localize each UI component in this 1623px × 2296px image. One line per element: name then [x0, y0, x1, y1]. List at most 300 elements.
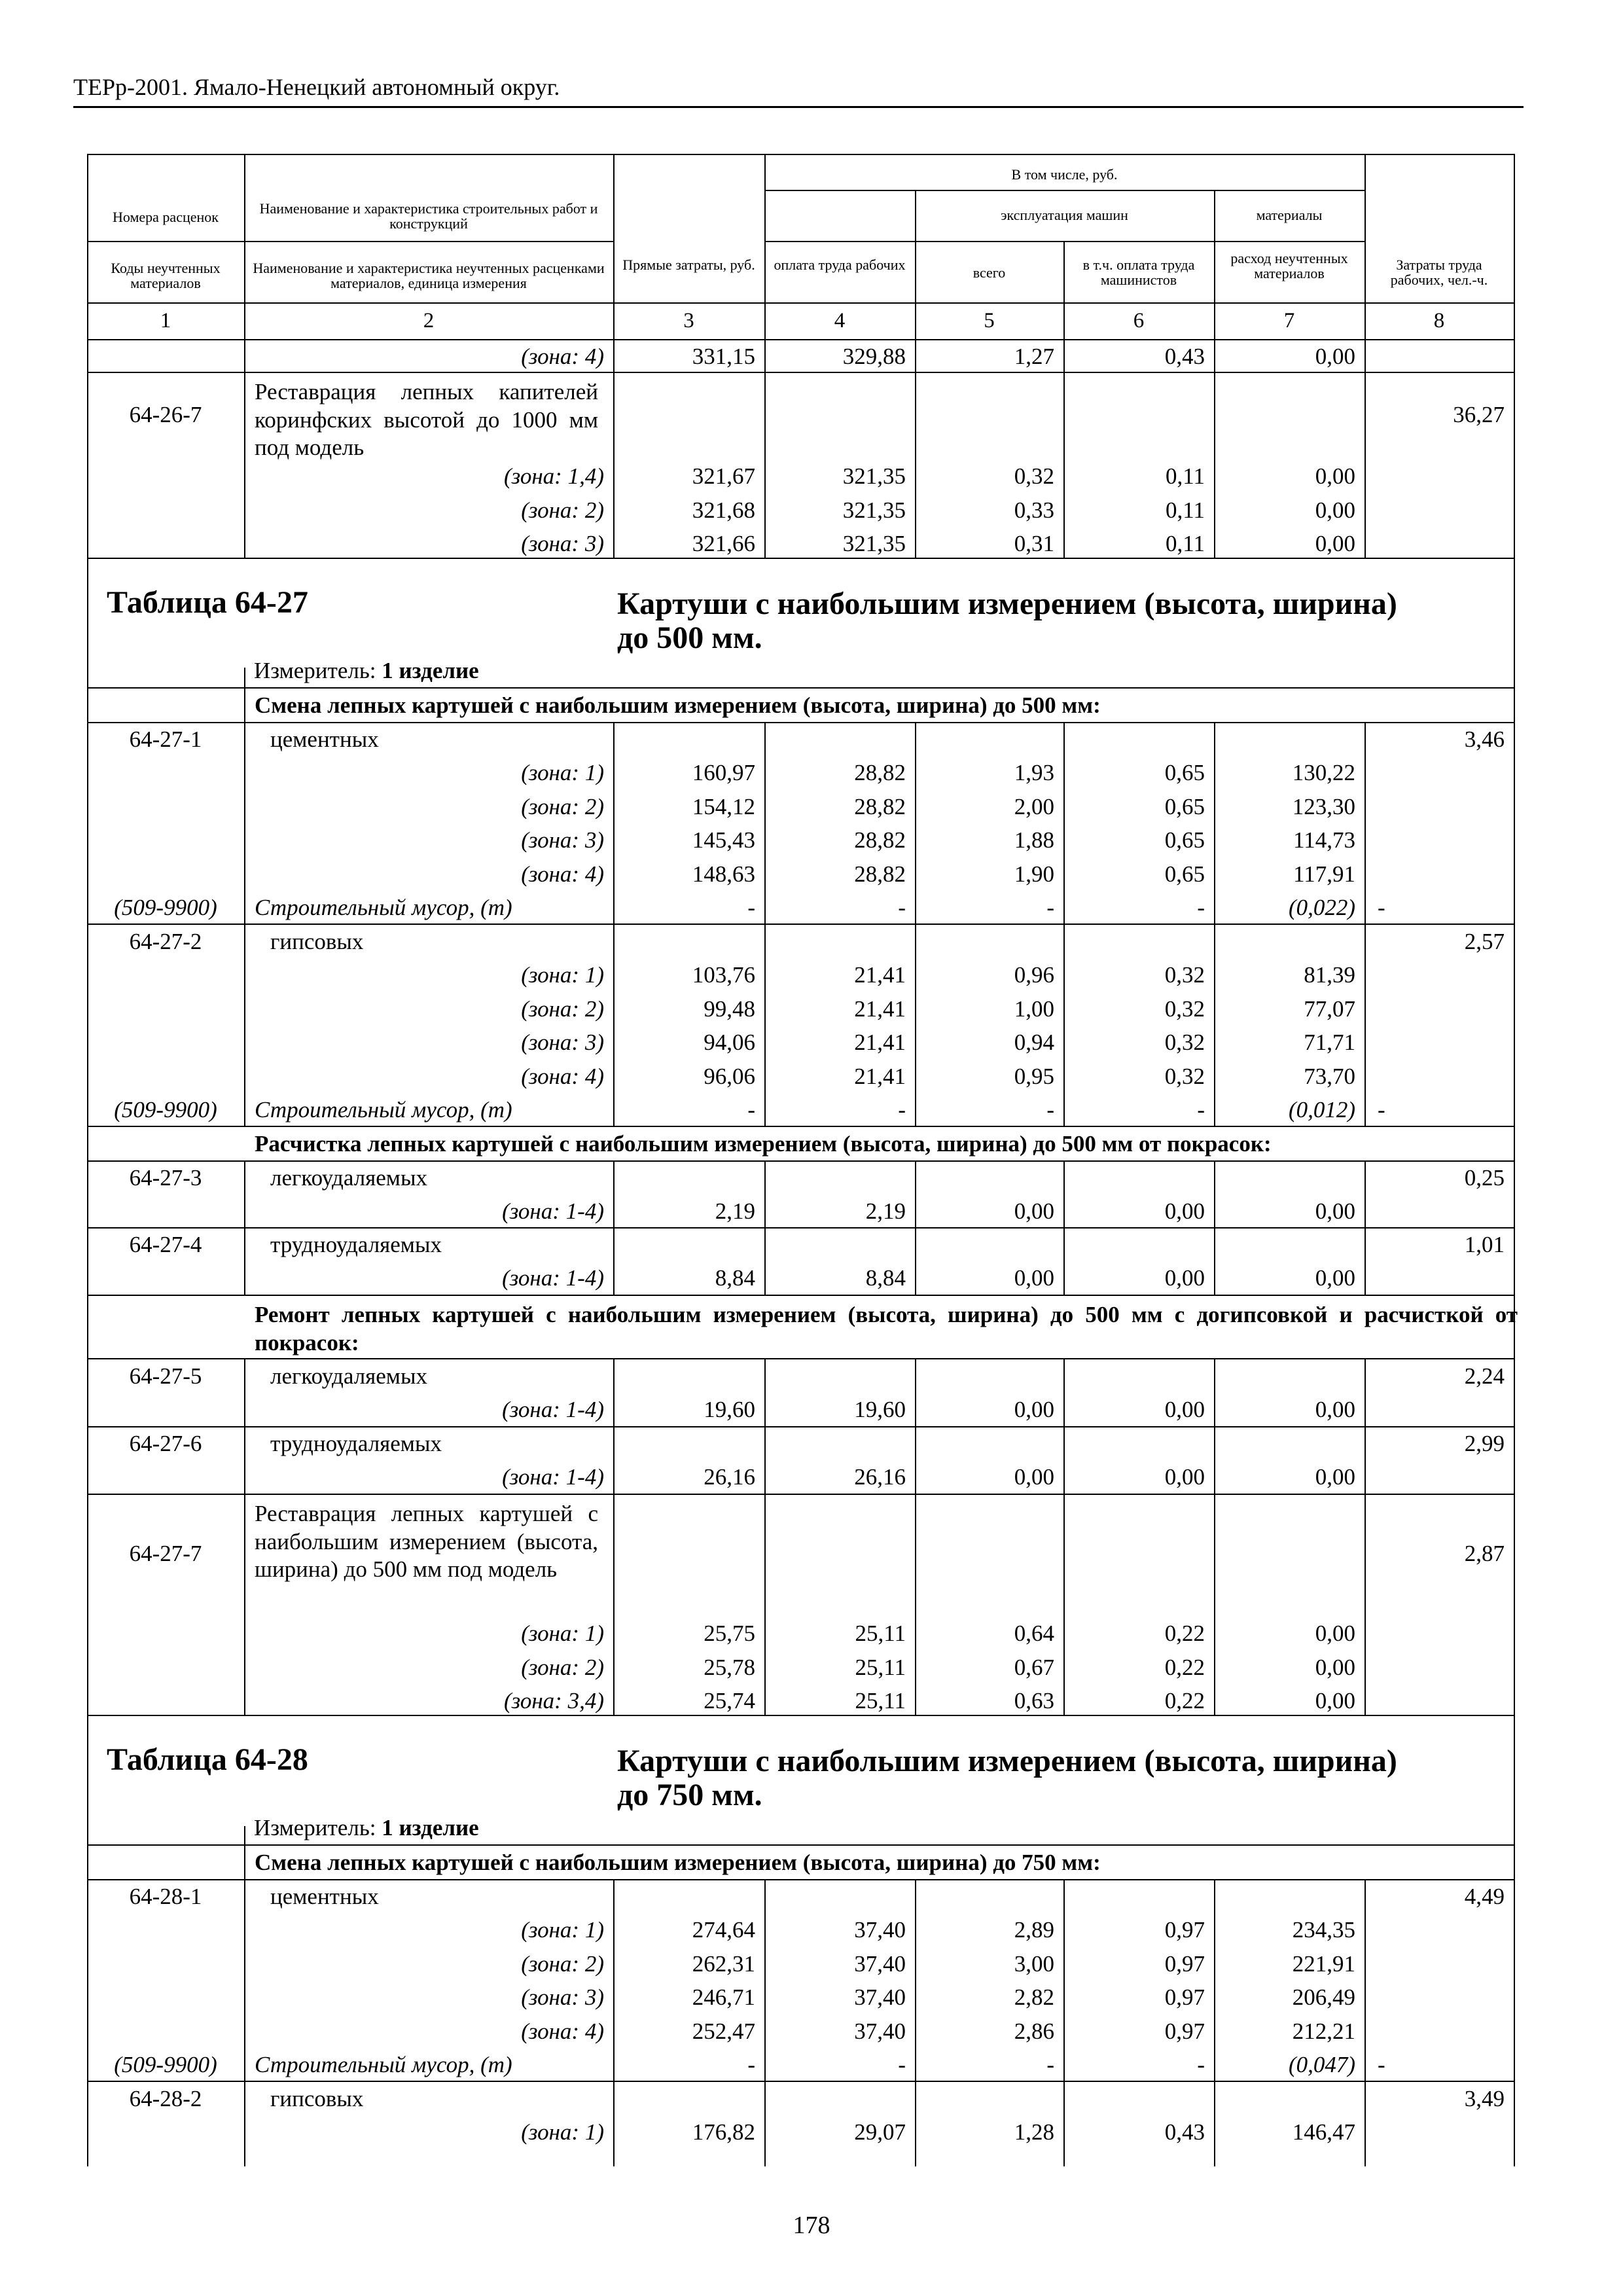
column-divider: [613, 722, 615, 1126]
row-divider: [764, 190, 1366, 191]
value-col-4: 28,82: [854, 760, 906, 785]
value-col-7: 73,70: [1304, 1063, 1355, 1089]
material-value-col-3: -: [747, 1097, 755, 1122]
zone-label: (зона: 2): [521, 1950, 604, 1977]
column-divider: [613, 1358, 615, 1715]
value-col-4: 37,40: [854, 1950, 906, 1977]
value-col-4: 21,41: [854, 1030, 906, 1055]
value-col-7: 130,22: [1292, 760, 1355, 785]
value-col-5: 0,64: [1014, 1621, 1054, 1646]
column-divider: [764, 339, 766, 558]
column-divider: [915, 190, 916, 339]
material-value-col-6: -: [1197, 895, 1205, 920]
column-divider: [1364, 1160, 1366, 1295]
value-col-4: 37,40: [854, 1984, 906, 2010]
zone-label: (зона: 2): [521, 996, 604, 1022]
value-col-3: 26,16: [704, 1464, 755, 1490]
zone-label: (зона: 3): [521, 827, 604, 853]
zone-label: (зона: 3,4): [503, 1688, 604, 1713]
value-col-7: 0,00: [1315, 1464, 1355, 1490]
value-col-5: 1,28: [1014, 2119, 1054, 2145]
zone-label: (зона: 2): [521, 793, 604, 819]
column-divider: [1063, 1879, 1065, 2166]
rate-code: 64-27-7: [129, 1541, 202, 1566]
value-col-6: 0,00: [1164, 1397, 1205, 1422]
section-heading: Ремонт лепных картушей с наибольшим измерением (высота, ширина) до 500 мм с догипсовкой и расчисткой от покрасок:: [255, 1302, 1518, 1355]
value-col-4: 37,40: [854, 1917, 906, 1943]
column-divider: [764, 154, 766, 339]
value-col-6: 0,32: [1164, 962, 1205, 988]
row-divider: [87, 1126, 1515, 1127]
material-value-col-5: -: [1046, 2052, 1054, 2077]
labor-cost: 2,87: [1464, 1541, 1505, 1566]
table-description: Картуши с наибольшим измерением (высота, ширина) до 500 мм.: [617, 586, 1397, 655]
header-labor: Затраты труда рабочих, чел.-ч.: [1390, 257, 1488, 289]
column-divider: [1063, 241, 1065, 339]
value-col-3: 246,71: [692, 1984, 755, 2010]
value-col-4: 329,88: [842, 344, 906, 369]
value-col-4: 26,16: [854, 1464, 906, 1490]
column-divider: [244, 339, 245, 558]
column-divider: [1063, 1358, 1065, 1715]
value-col-7: 114,73: [1293, 827, 1355, 853]
column-number-2: 2: [423, 309, 435, 332]
value-col-4: 21,41: [854, 996, 906, 1022]
material-code: (509-9900): [114, 1097, 217, 1122]
rate-name: легкоудаляемых: [270, 1363, 427, 1389]
material-name: Строительный мусор, (т): [255, 2052, 512, 2077]
measure-value: 1 изделие: [382, 1815, 479, 1840]
value-col-4: 28,82: [854, 827, 906, 853]
value-col-5: 0,00: [1014, 1265, 1054, 1291]
value-col-4: 25,11: [855, 1654, 906, 1680]
value-col-4: 321,35: [842, 531, 906, 556]
value-col-5: 1,88: [1014, 827, 1054, 853]
rate-code: 64-27-3: [129, 1165, 202, 1191]
value-col-5: 1,27: [1014, 344, 1054, 369]
value-col-3: 321,68: [692, 497, 755, 523]
value-col-5: 0,96: [1014, 962, 1054, 988]
value-col-3: 99,48: [704, 996, 755, 1022]
zone-label: (зона: 1): [521, 760, 604, 785]
value-col-5: 0,67: [1014, 1654, 1054, 1680]
material-value-col-3: -: [747, 2052, 755, 2077]
page-number: 178: [793, 2212, 830, 2239]
zone-label: (зона: 1-4): [502, 1198, 604, 1224]
material-labor: -: [1378, 2052, 1385, 2077]
value-col-6: 0,97: [1164, 2018, 1205, 2044]
value-col-3: 145,43: [692, 827, 755, 853]
rate-code: 64-27-5: [129, 1363, 202, 1389]
value-col-4: 25,11: [855, 1621, 906, 1646]
value-col-7: 0,00: [1315, 531, 1355, 556]
value-col-5: 0,95: [1014, 1063, 1054, 1089]
value-col-5: 0,31: [1014, 531, 1054, 556]
value-col-5: 2,00: [1014, 793, 1054, 819]
column-divider: [1364, 1358, 1366, 1715]
column-divider: [764, 1358, 766, 1715]
value-col-5: 2,89: [1014, 1917, 1054, 1943]
value-col-7: 0,00: [1315, 1688, 1355, 1713]
value-col-3: 94,06: [704, 1030, 755, 1055]
material-value-col-7: (0,047): [1288, 2052, 1355, 2077]
material-value-col-4: -: [898, 2052, 906, 2077]
zone-label: (зона: 1): [521, 1917, 604, 1943]
table-title: Таблица 64-28: [107, 1742, 308, 1777]
rate-code: 64-27-4: [129, 1232, 202, 1257]
zone-label: (зона: 4): [521, 2018, 604, 2044]
value-col-7: 123,30: [1292, 793, 1355, 819]
header-materials: материалы: [1256, 207, 1323, 223]
column-divider: [915, 722, 916, 1126]
column-number-4: 4: [834, 309, 846, 332]
column-number-6: 6: [1133, 309, 1145, 332]
measure-label: Измеритель:: [254, 658, 376, 683]
value-col-4: 28,82: [854, 793, 906, 819]
value-col-5: 2,86: [1014, 2018, 1054, 2044]
header-uncounted-materials: расход неучтенных материалов: [1230, 250, 1348, 282]
labor-cost: 0,25: [1464, 1165, 1505, 1191]
value-col-5: 1,93: [1014, 760, 1054, 785]
value-col-3: 252,47: [692, 2018, 755, 2044]
value-col-7: 0,00: [1315, 344, 1355, 369]
value-col-7: 81,39: [1304, 962, 1355, 988]
column-divider: [1514, 154, 1515, 340]
value-col-5: 0,94: [1014, 1030, 1054, 1055]
rate-code: 64-28-2: [129, 2086, 202, 2111]
column-divider: [1063, 722, 1065, 1126]
column-divider: [764, 1879, 766, 2166]
zone-label: (зона: 2): [521, 1654, 604, 1680]
value-col-6: 0,43: [1164, 344, 1205, 369]
column-divider: [1214, 1160, 1215, 1295]
row-divider: [87, 302, 1515, 304]
header-direct-costs: Прямые затраты, руб.: [622, 257, 755, 273]
labor-cost: 4,49: [1464, 1884, 1505, 1909]
value-col-5: 0,32: [1014, 463, 1054, 489]
column-divider: [1214, 722, 1215, 1126]
value-col-7: 0,00: [1315, 1265, 1355, 1291]
rate-name: гипсовых: [270, 929, 364, 954]
value-col-4: 28,82: [854, 861, 906, 887]
column-divider: [244, 1879, 245, 2166]
column-number-8: 8: [1433, 309, 1445, 332]
column-divider: [244, 1160, 245, 1295]
table-description: Картуши с наибольшим измерением (высота, ширина) до 750 мм.: [617, 1744, 1397, 1812]
value-col-7: 0,00: [1315, 1198, 1355, 1224]
rate-name: трудноудаляемых: [270, 1232, 442, 1257]
value-col-3: 321,67: [692, 463, 755, 489]
rate-code: 64-28-1: [129, 1884, 202, 1909]
rate-code: 64-27-2: [129, 929, 202, 954]
value-col-7: 0,00: [1315, 463, 1355, 489]
header-operator-pay: в т.ч. оплата труда машинистов: [1082, 257, 1195, 289]
value-col-5: 1,90: [1014, 861, 1054, 887]
row-divider: [87, 1494, 1515, 1495]
value-col-4: 19,60: [854, 1397, 906, 1422]
header-name: Наименование и характеристика строительных работ и конструкций: [259, 200, 598, 232]
material-value-col-5: -: [1046, 1097, 1054, 1122]
value-col-3: 148,63: [692, 861, 755, 887]
column-divider: [915, 1358, 916, 1715]
column-divider: [244, 722, 245, 1126]
value-col-3: 160,97: [692, 760, 755, 785]
page-header: ТЕРр-2001. Ямало-Ненецкий автономный округ.: [73, 74, 560, 100]
value-col-6: 0,97: [1164, 1984, 1205, 2010]
column-divider: [1063, 339, 1065, 558]
measure-unit: [254, 1816, 712, 1839]
zone-label: (зона: 4): [521, 861, 604, 887]
value-col-5: 0,00: [1014, 1464, 1054, 1490]
value-col-6: 0,32: [1164, 1030, 1205, 1055]
column-divider: [1214, 339, 1215, 558]
value-col-4: 321,35: [842, 463, 906, 489]
value-col-7: 212,21: [1292, 2018, 1355, 2044]
row-divider: [87, 2081, 1515, 2082]
value-col-6: 0,22: [1164, 1621, 1205, 1646]
row-divider: [87, 1227, 1515, 1229]
header-rate-numbers: Номера расценок: [113, 209, 219, 225]
value-col-6: 0,97: [1164, 1950, 1205, 1977]
material-code: (509-9900): [114, 2052, 217, 2077]
header-total: всего: [972, 264, 1006, 281]
section-heading: Расчистка лепных картушей с наибольшим измерением (высота, ширина) до 500 мм от покрасок:: [255, 1131, 1272, 1157]
value-col-4: 21,41: [854, 962, 906, 988]
header-codes: Коды неучтенных материалов: [111, 260, 221, 292]
value-col-6: 0,32: [1164, 996, 1205, 1022]
rate-name: Реставрация лепных картушей с наибольшим измерением (высота, ширина) до 500 мм под модель: [255, 1501, 598, 1583]
column-divider: [244, 1358, 245, 1715]
zone-label: (зона: 1): [521, 962, 604, 988]
header-name-uncounted: Наименование и характеристика неучтенных расценками материалов, единица измерения: [253, 260, 605, 292]
value-col-7: 0,00: [1315, 1654, 1355, 1680]
measure-value: 1 изделие: [382, 658, 479, 683]
zone-label: (зона: 1,4): [503, 463, 604, 489]
labor-cost: 3,49: [1464, 2086, 1505, 2111]
value-col-3: 154,12: [692, 793, 755, 819]
material-code: (509-9900): [114, 895, 217, 920]
rate-code: 64-26-7: [129, 402, 202, 427]
section-heading: Смена лепных картушей с наибольшим измерением (высота, ширина) до 750 мм:: [255, 1850, 1101, 1875]
row-divider: [87, 241, 615, 242]
row-divider: [87, 558, 1515, 559]
material-value-col-6: -: [1197, 2052, 1205, 2077]
header-machines: эксплуатация машин: [1001, 207, 1128, 223]
material-value-col-7: (0,012): [1288, 1097, 1355, 1122]
value-col-6: 0,22: [1164, 1688, 1205, 1713]
value-col-5: 2,82: [1014, 1984, 1054, 2010]
row-divider: [87, 1358, 1515, 1359]
value-col-4: 37,40: [854, 2018, 906, 2044]
value-col-6: 0,65: [1164, 793, 1205, 819]
value-col-6: 0,11: [1166, 463, 1205, 489]
column-divider: [1364, 339, 1366, 558]
material-value-col-4: -: [898, 895, 906, 920]
column-divider: [1364, 722, 1366, 1126]
value-col-7: 77,07: [1304, 996, 1355, 1022]
rate-code: 64-27-1: [129, 726, 202, 752]
value-col-6: 0,00: [1164, 1198, 1205, 1224]
measure-label: Измеритель:: [254, 1815, 376, 1840]
value-col-3: 176,82: [692, 2119, 755, 2145]
value-col-5: 0,00: [1014, 1198, 1054, 1224]
value-col-7: 0,00: [1315, 1621, 1355, 1646]
header-worker-pay: оплата труда рабочих: [774, 257, 906, 273]
value-col-3: 321,66: [692, 531, 755, 556]
table-title: Таблица 64-27: [107, 585, 308, 620]
material-value-col-7: (0,022): [1288, 895, 1355, 920]
value-col-3: 274,64: [692, 1917, 755, 1943]
value-col-5: 1,00: [1014, 996, 1054, 1022]
column-divider: [1214, 1879, 1215, 2166]
row-divider: [764, 241, 1215, 242]
column-divider: [1214, 1358, 1215, 1715]
zone-label: (зона: 4): [521, 1063, 604, 1089]
column-divider: [1063, 1160, 1065, 1295]
column-divider: [613, 1879, 615, 2166]
value-col-3: 19,60: [704, 1397, 755, 1422]
rate-name: цементных: [270, 726, 379, 752]
row-divider: [87, 339, 1515, 340]
material-labor: -: [1378, 1097, 1385, 1122]
value-col-3: 2,19: [715, 1198, 755, 1224]
column-divider: [1214, 190, 1215, 339]
value-col-3: 8,84: [715, 1265, 755, 1291]
value-col-7: 0,00: [1315, 1397, 1355, 1422]
row-divider: [87, 1879, 1515, 1880]
material-name: Строительный мусор, (т): [255, 1097, 512, 1122]
value-col-6: 0,65: [1164, 827, 1205, 853]
zone-label: (зона: 1-4): [502, 1397, 604, 1422]
labor-cost: 2,57: [1464, 929, 1505, 954]
rate-name: трудноудаляемых: [270, 1431, 442, 1456]
value-col-5: 0,33: [1014, 497, 1054, 523]
value-col-4: 2,19: [865, 1198, 906, 1224]
row-divider: [87, 924, 1515, 925]
material-value-col-3: -: [747, 895, 755, 920]
value-col-7: 71,71: [1304, 1030, 1355, 1055]
value-col-3: 103,76: [692, 962, 755, 988]
column-divider: [1514, 339, 1515, 2166]
column-divider: [87, 154, 88, 340]
measure-unit: [254, 659, 712, 682]
value-col-4: 321,35: [842, 497, 906, 523]
value-col-3: 25,75: [704, 1621, 755, 1646]
value-col-3: 331,15: [692, 344, 755, 369]
column-divider: [764, 1160, 766, 1295]
value-col-3: 262,31: [692, 1950, 755, 1977]
column-divider: [915, 1879, 916, 2166]
section-heading: Смена лепных картушей с наибольшим измерением (высота, ширина) до 500 мм:: [255, 692, 1101, 718]
zone-label: (зона: 2): [521, 497, 604, 523]
row-divider: [87, 1715, 1515, 1716]
value-col-3: 25,74: [704, 1688, 755, 1713]
value-col-5: 3,00: [1014, 1950, 1054, 1977]
row-divider: [1214, 241, 1366, 242]
material-value-col-6: -: [1197, 1097, 1205, 1122]
zone-label: (зона: 3): [521, 531, 604, 556]
value-col-4: 29,07: [854, 2119, 906, 2145]
labor-cost: 2,24: [1464, 1363, 1505, 1389]
value-col-7: 221,91: [1292, 1950, 1355, 1977]
material-name: Строительный мусор, (т): [255, 895, 512, 920]
row-divider: [87, 722, 1515, 723]
column-number-1: 1: [160, 309, 171, 332]
row-divider: [87, 1844, 1515, 1846]
value-col-4: 21,41: [854, 1063, 906, 1089]
material-labor: -: [1378, 895, 1385, 920]
column-number-3: 3: [683, 309, 694, 332]
value-col-6: 0,11: [1166, 497, 1205, 523]
column-divider: [915, 1160, 916, 1295]
rate-code: 64-27-6: [129, 1431, 202, 1456]
column-divider: [613, 154, 615, 339]
value-col-5: 0,00: [1014, 1397, 1054, 1422]
value-col-6: 0,11: [1166, 531, 1205, 556]
value-col-5: 0,63: [1014, 1688, 1054, 1713]
row-divider: [87, 1160, 1515, 1162]
column-number-7: 7: [1283, 309, 1295, 332]
value-col-4: 8,84: [865, 1265, 906, 1291]
value-col-3: 96,06: [704, 1063, 755, 1089]
zone-label: (зона: 1-4): [502, 1464, 604, 1490]
row-divider: [87, 1295, 1515, 1296]
value-col-6: 0,32: [1164, 1063, 1205, 1089]
zone-label: (зона: 4): [521, 344, 604, 369]
value-col-6: 0,43: [1164, 2119, 1205, 2145]
rate-name: гипсовых: [270, 2086, 364, 2111]
table-top-border: [87, 154, 1515, 155]
value-col-7: 146,47: [1292, 2119, 1355, 2145]
labor-cost: 36,27: [1453, 402, 1505, 427]
row-divider: [87, 687, 1515, 689]
column-divider: [613, 339, 615, 558]
zone-label: (зона: 3): [521, 1030, 604, 1055]
column-divider: [244, 154, 245, 339]
rate-name: Реставрация лепных капителей коринфских высотой до 1000 мм под модель: [255, 379, 598, 461]
labor-cost: 3,46: [1464, 726, 1505, 752]
zone-label: (зона: 1): [521, 2119, 604, 2145]
row-divider: [87, 372, 1515, 373]
value-col-6: 0,22: [1164, 1654, 1205, 1680]
zone-label: (зона: 1-4): [502, 1265, 604, 1291]
column-number-5: 5: [984, 309, 995, 332]
row-divider: [87, 1426, 1515, 1427]
value-col-4: 25,11: [855, 1688, 906, 1713]
value-col-6: 0,00: [1164, 1265, 1205, 1291]
labor-cost: 2,99: [1464, 1431, 1505, 1456]
column-divider: [915, 339, 916, 558]
column-divider: [1364, 154, 1366, 339]
rate-name: легкоудаляемых: [270, 1165, 427, 1191]
value-col-6: 0,00: [1164, 1464, 1205, 1490]
material-value-col-5: -: [1046, 895, 1054, 920]
column-divider: [1364, 1879, 1366, 2166]
column-divider: [613, 1160, 615, 1295]
labor-cost: 1,01: [1464, 1232, 1505, 1257]
column-divider: [244, 1826, 245, 1879]
material-value-col-4: -: [898, 1097, 906, 1122]
zone-label: (зона: 3): [521, 1984, 604, 2010]
header-including: В том числе, руб.: [1011, 166, 1118, 183]
value-col-6: 0,65: [1164, 760, 1205, 785]
value-col-3: 25,78: [704, 1654, 755, 1680]
column-divider: [764, 722, 766, 1126]
value-col-7: 234,35: [1292, 1917, 1355, 1943]
value-col-7: 0,00: [1315, 497, 1355, 523]
rate-name: цементных: [270, 1884, 379, 1909]
value-col-7: 117,91: [1293, 861, 1355, 887]
